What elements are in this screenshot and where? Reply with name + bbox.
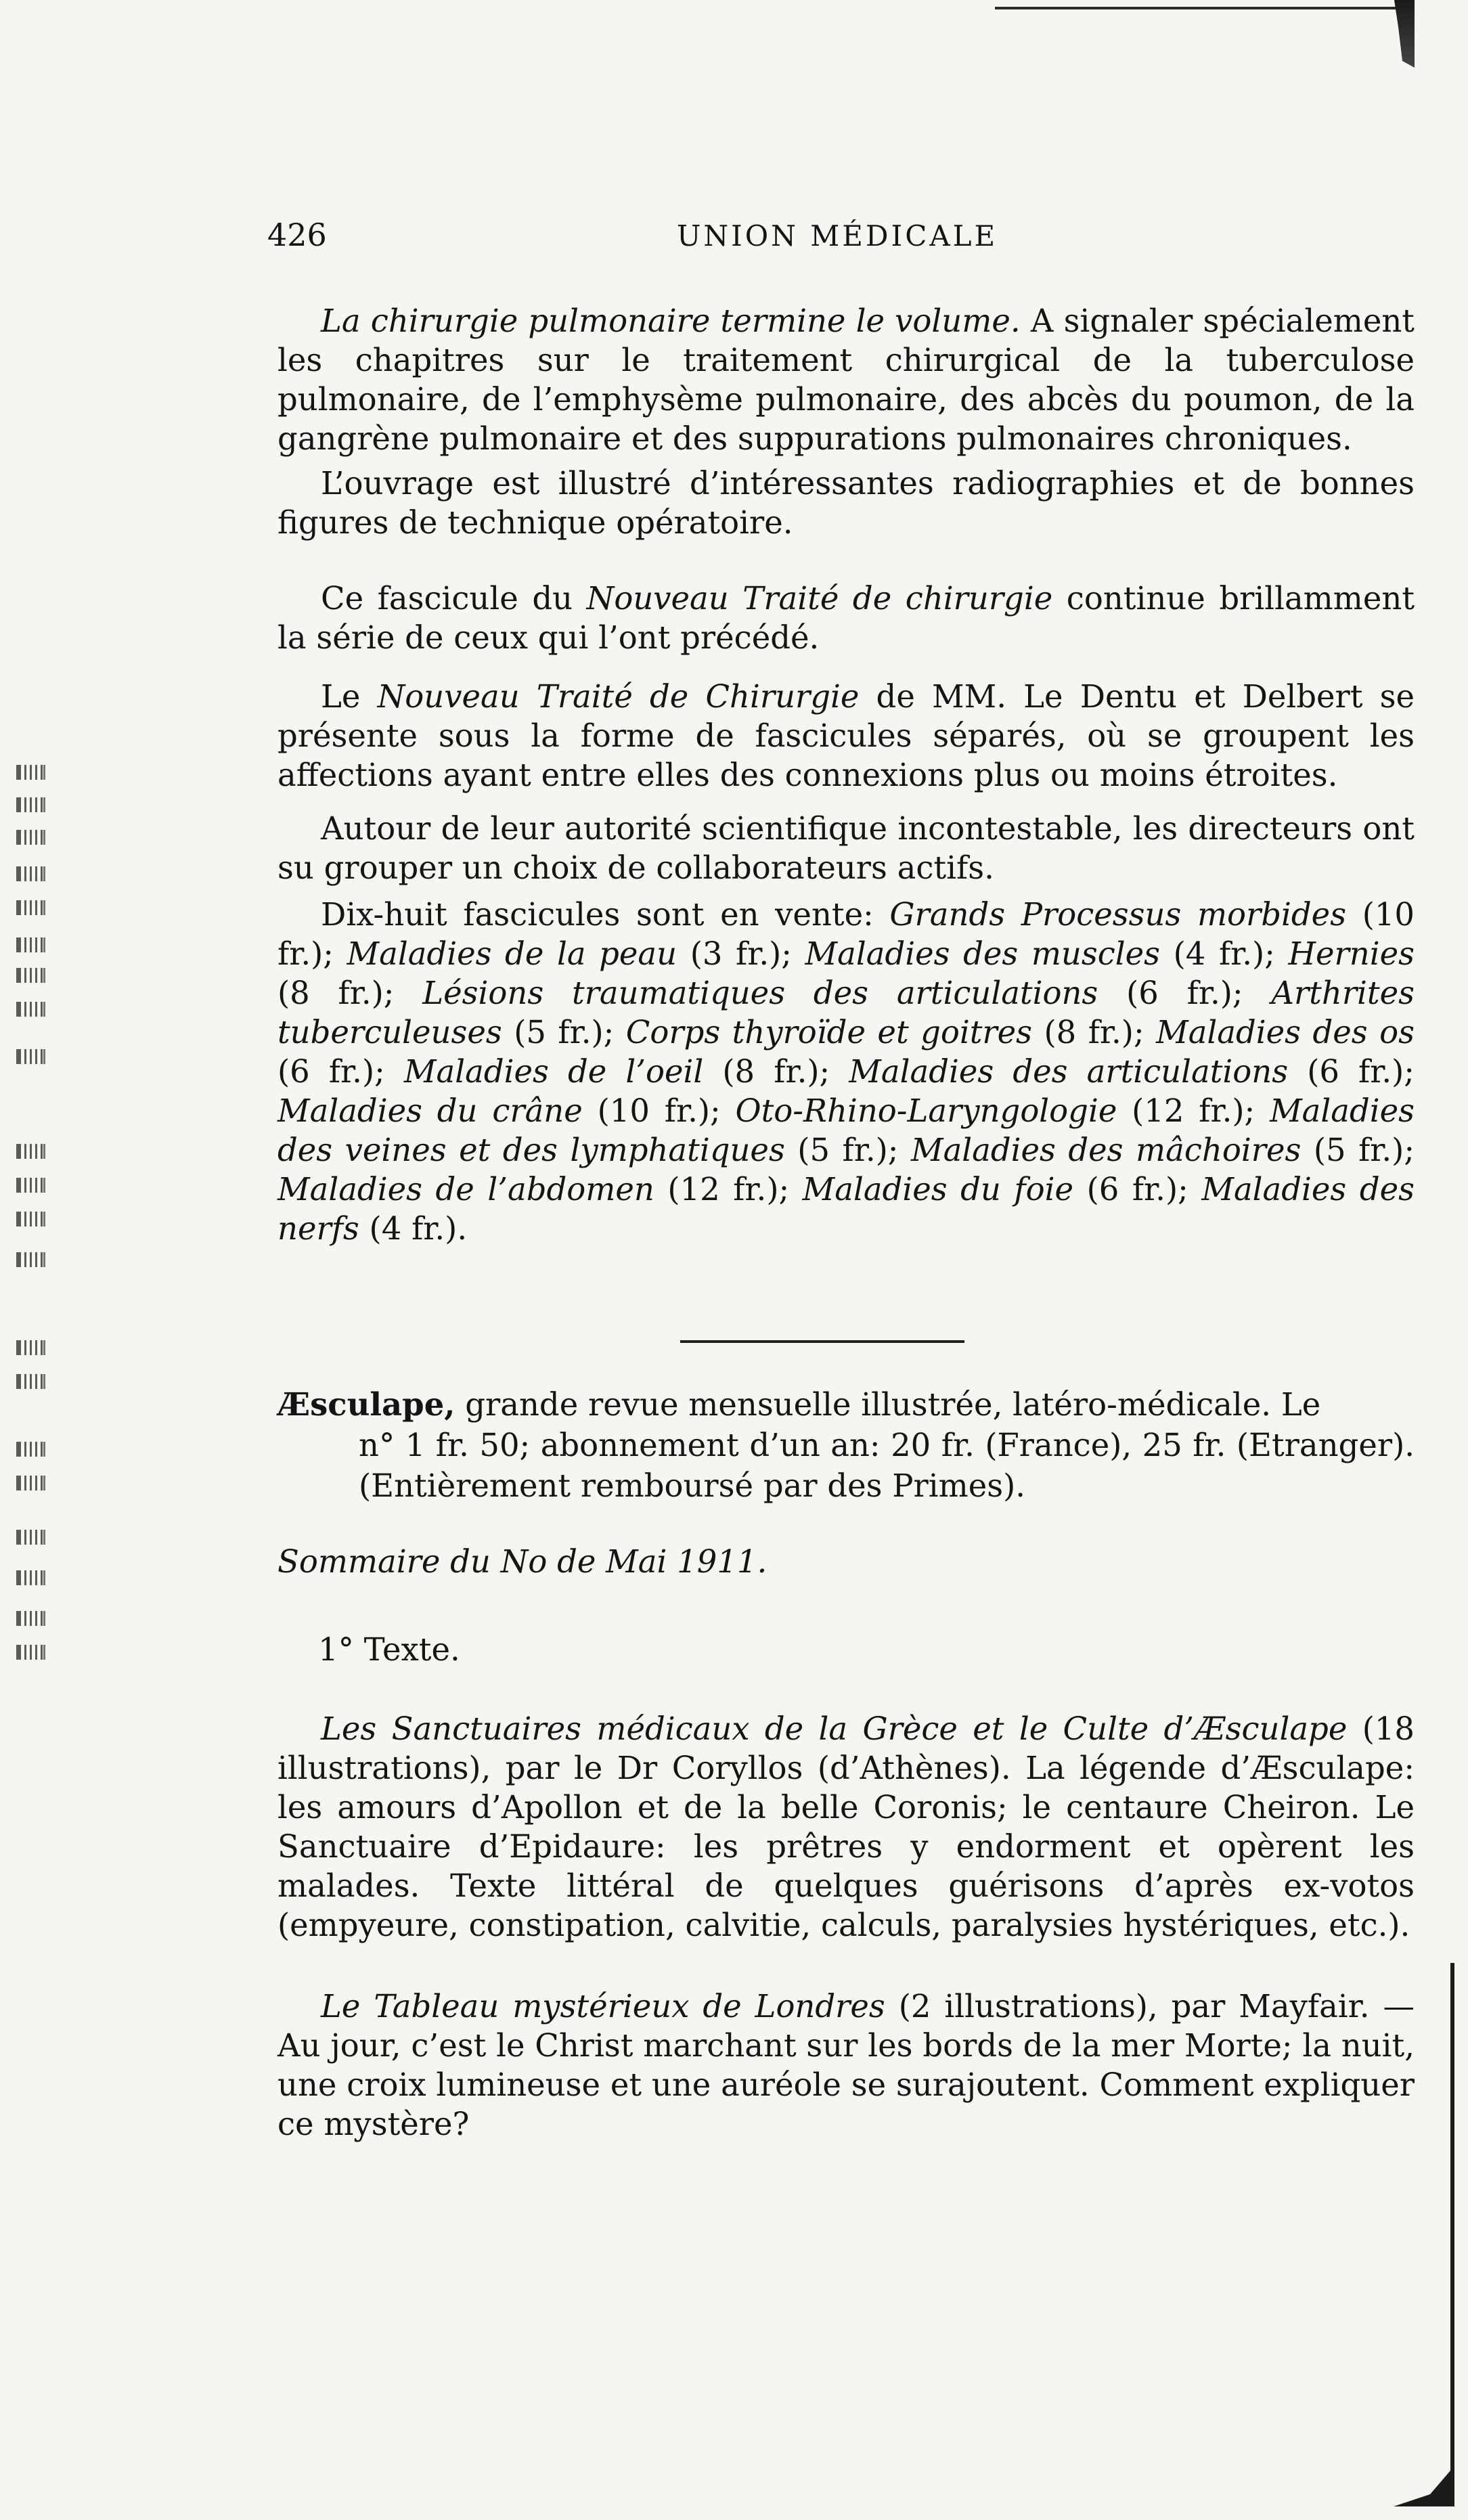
- margin-bleed-marks: [9, 765, 64, 1746]
- fascicule-price: (10 fr.);: [277, 896, 1415, 972]
- fascicule-title: Maladies de la peau: [347, 935, 677, 972]
- aesculape-title: Æsculape,: [277, 1386, 455, 1423]
- top-edge-rule: [995, 7, 1401, 9]
- scan-corner-artifact: [1394, 0, 1415, 68]
- fascicule-title: Maladies de l’abdomen: [277, 1171, 654, 1208]
- item1-text: (18 illustrations), par le Dr Coryllos (d’Athènes). La légende d’Æsculape: les amours d’Apollon et de la belle Coronis; le centaure Cheiron. Le Sanctuaire d’Epidaure: les prêtres y endorment et opèrent les malades. Texte littéral de quelques guérisons d’après ex-votos (empyeure, constipation, calvitie, calculs, paralysies hystériques, etc.).: [277, 1710, 1415, 1943]
- p3-text-b: continue brillamment la série de ceux qui l’ont précédé.: [277, 580, 1415, 656]
- paragraph-2: [277, 464, 1415, 542]
- fascicule-price: (3 fr.);: [677, 935, 805, 972]
- fascicule-title: Maladies du crâne: [277, 1092, 583, 1129]
- fascicule-title: Maladies des mâchoires: [910, 1132, 1302, 1168]
- fascicule-price: (4 fr.);: [1160, 935, 1289, 972]
- scan-bottom-artifact: [1394, 2466, 1454, 2506]
- aesculape-entry: [277, 1384, 1415, 1506]
- p1-text: A signaler spécialement les chapitres sur le traitement chirurgical de la tuberculose pulmonaire, de l’emphysème pulmonaire, des abcès du poumon, de la gangrène pulmonaire et des suppurations pulmonaires chroniques.: [277, 303, 1415, 457]
- texte-heading: 1° Texte.: [318, 1631, 460, 1668]
- fascicule-price: (8 fr.);: [703, 1053, 849, 1090]
- fascicule-price: (6 fr.);: [277, 1053, 404, 1090]
- page-number: 426: [267, 217, 327, 253]
- fascicule-price: (6 fr.);: [1288, 1053, 1415, 1090]
- fascicule-list: [277, 896, 1415, 1247]
- sommaire-item-2: [277, 1987, 1415, 2144]
- fascicule-price: (12 fr.);: [654, 1171, 803, 1208]
- scan-edge-artifact: [1450, 1963, 1454, 2491]
- paragraph-3: [277, 579, 1415, 657]
- aesculape-line1: grande revue mensuelle illustrée, latéro-médicale. Le: [455, 1386, 1321, 1423]
- p1-italic: La chirurgie pulmonaire termine le volume.: [321, 303, 1021, 339]
- aesculape-line2: n° 1 fr. 50; abonnement d’un an: 20 fr. (France), 25 fr. (Etranger). (Entièrement remboursé par des Primes).: [359, 1427, 1415, 1504]
- paragraph-6-fascicules: [277, 895, 1415, 1248]
- sommaire-heading: Sommaire du No de Mai 1911.: [277, 1543, 768, 1580]
- p4-text-b: de MM. Le Dentu et Delbert se présente sous la forme de fascicules séparés, où se groupent les affections ayant entre elles des connexions plus ou moins étroites.: [277, 678, 1415, 793]
- fascicule-title: Oto-Rhino-Laryngologie: [735, 1092, 1117, 1129]
- fascicule-price: (5 fr.);: [502, 1014, 626, 1051]
- fascicule-title: Corps thyroïde et goitres: [625, 1014, 1033, 1051]
- page-header: [267, 217, 1418, 257]
- p4-text-a: Le: [321, 678, 378, 715]
- fascicule-price: (5 fr.);: [784, 1132, 911, 1168]
- fascicule-title: Maladies des articulations: [849, 1053, 1289, 1090]
- fascicule-title: Hernies: [1288, 935, 1415, 972]
- p2-text: L’ouvrage est illustré d’intéressantes radiographies et de bonnes figures de technique opératoire.: [277, 465, 1415, 541]
- fascicule-title: Maladies des nerfs: [277, 1171, 1415, 1247]
- paragraph-4: [277, 677, 1415, 795]
- fascicule-price: (10 fr.);: [582, 1092, 736, 1129]
- fascicule-title: Maladies de l’oeil: [403, 1053, 704, 1090]
- p6-intro: Dix-huit fascicules sont en vente:: [321, 896, 890, 933]
- p5-text: Autour de leur autorité scientifique incontestable, les directeurs ont su grouper un choix de collaborateurs actifs.: [277, 810, 1415, 886]
- paragraph-1: [277, 301, 1415, 458]
- item1-title: Les Sanctuaires médicaux de la Grèce et le Culte d’Æsculape: [321, 1710, 1348, 1747]
- p4-italic: Nouveau Traité de Chirurgie: [377, 678, 860, 715]
- fascicule-price: (8 fr.);: [277, 975, 423, 1011]
- fascicule-price: (6 fr.);: [1073, 1171, 1202, 1208]
- fascicule-price: (5 fr.);: [1301, 1132, 1415, 1168]
- fascicule-price: (12 fr.);: [1117, 1092, 1270, 1129]
- fascicule-title: Maladies du foie: [802, 1171, 1074, 1208]
- p3-italic: Nouveau Traité de chirurgie: [586, 580, 1053, 617]
- fascicule-price: (8 fr.);: [1032, 1014, 1157, 1051]
- fascicule-price: (4 fr.).: [359, 1210, 468, 1247]
- fascicule-title: Arthrites tuberculeuses: [277, 975, 1415, 1051]
- section-divider: [680, 1340, 964, 1343]
- fascicule-title: Maladies des veines et des lymphatiques: [277, 1092, 1415, 1168]
- fascicule-title: Maladies des muscles: [805, 935, 1161, 972]
- fascicule-title: Lésions traumatiques des articulations: [422, 975, 1098, 1011]
- running-head: UNION MÉDICALE: [677, 219, 998, 252]
- item2-title: Le Tableau mystérieux de Londres: [321, 1988, 885, 2025]
- fascicule-price: (6 fr.);: [1098, 975, 1272, 1011]
- paragraph-5: [277, 809, 1415, 887]
- sommaire-item-1: [277, 1709, 1415, 1945]
- item2-text: (2 illustrations), par Mayfair. — Au jour, c’est le Christ marchant sur les bords de la mer Morte; la nuit, une croix lumineuse et une auréole se surajoutent. Comment expliquer ce mystère?: [277, 1988, 1415, 2142]
- fascicule-title: Maladies des os: [1156, 1014, 1415, 1051]
- fascicule-title: Grands Processus morbides: [889, 896, 1347, 933]
- p3-text-a: Ce fascicule du: [321, 580, 587, 617]
